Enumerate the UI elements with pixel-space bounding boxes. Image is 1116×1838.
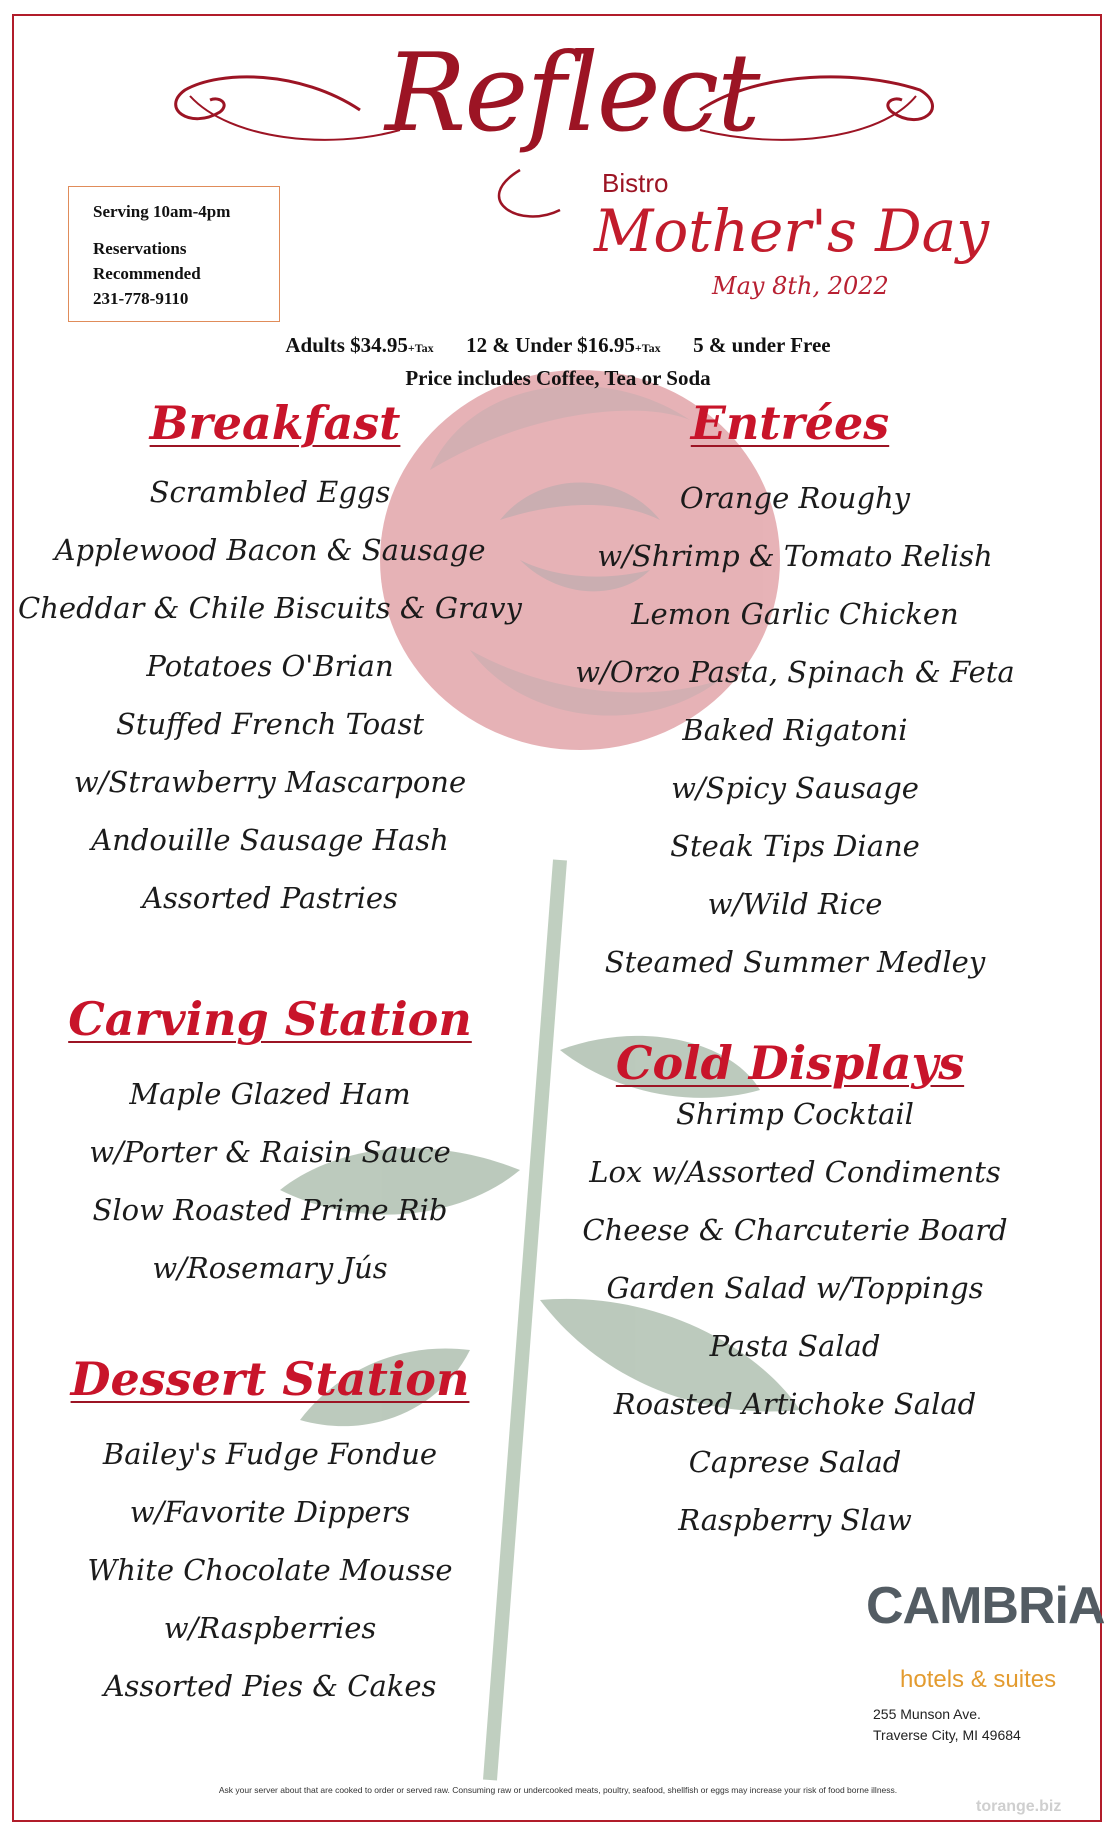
section-heading-carving: Carving Station (68, 992, 472, 1046)
section-heading-cold: Cold Displays (615, 1036, 965, 1090)
menu-item: Roasted Artichoke Salad (613, 1387, 977, 1421)
menu-item: Slow Roasted Prime Rib (92, 1193, 448, 1227)
tax-note: +Tax (634, 341, 661, 355)
section-heading-entrees: Entrées (690, 396, 890, 450)
menu-item: Cheese & Charcuterie Board (582, 1213, 1008, 1247)
hotel-logo: CAMBRiA (866, 1577, 1105, 1635)
entrees-list (535, 481, 1055, 979)
reservations-line1: Reservations (93, 239, 187, 258)
brand-logo-text: Reflect (385, 31, 759, 156)
phone-number[interactable]: 231-778-9110 (93, 289, 189, 308)
menu-item: Shrimp Cocktail (676, 1097, 914, 1131)
section-heading-dessert: Dessert Station (70, 1352, 470, 1406)
menu-item: Steamed Summer Medley (604, 945, 986, 979)
menu-item: Cheddar & Chile Biscuits & Gravy (18, 591, 522, 625)
breakfast-list (10, 475, 530, 915)
watermark: torange.biz (976, 1798, 1062, 1815)
menu-item: w/Shrimp & Tomato Relish (597, 539, 993, 573)
address-line2: Traverse City, MI 49684 (873, 1727, 1021, 1743)
menu-item: Assorted Pies & Cakes (103, 1669, 437, 1703)
price-adults: Adults $34.95 (285, 333, 408, 357)
event-date: May 8th, 2022 (712, 272, 889, 300)
menu-item: w/Porter & Raisin Sauce (89, 1135, 451, 1169)
reservations-line2: Recommended (93, 264, 201, 283)
address-line1: 255 Munson Ave. (873, 1706, 981, 1722)
menu-item: Bailey's Fudge Fondue (102, 1437, 438, 1471)
menu-item: Scrambled Eggs (149, 475, 391, 509)
info-box (68, 186, 280, 322)
pricing-block (0, 330, 1116, 393)
tax-note: +Tax (407, 341, 434, 355)
hotel-tagline: hotels & suites (900, 1666, 1057, 1693)
brand-subtitle: Bistro (602, 168, 669, 198)
price-kids: 12 & Under $16.95 (466, 333, 635, 357)
menu-item: w/Raspberries (163, 1611, 377, 1645)
food-safety-disclaimer: Ask your server about that are cooked to order or served raw. Consuming raw or undercooked meats, poultry, seafood, shellfish or eggs may increase your risk of food borne illness. (218, 1785, 898, 1795)
menu-item: Maple Glazed Ham (129, 1077, 411, 1111)
menu-item: w/Strawberry Mascarpone (73, 765, 467, 799)
menu-item: Applewood Bacon & Sausage (54, 533, 486, 567)
menu-item: w/Wild Rice (707, 887, 883, 921)
menu-item: Baked Rigatoni (682, 713, 908, 747)
menu-item: Caprese Salad (688, 1445, 902, 1479)
section-heading-breakfast: Breakfast (149, 396, 401, 450)
menu-item: w/Orzo Pasta, Spinach & Feta (575, 655, 1015, 689)
serving-hours: Serving 10am-4pm (93, 202, 231, 221)
price-note: Price includes Coffee, Tea or Soda (405, 366, 711, 390)
hotel-address (873, 1704, 1021, 1746)
menu-item: Andouille Sausage Hash (91, 823, 449, 857)
menu-item: Assorted Pastries (142, 881, 398, 915)
menu-item: Lemon Garlic Chicken (631, 597, 959, 631)
menu-item: Garden Salad w/Toppings (606, 1271, 984, 1305)
menu-item: Stuffed French Toast (115, 707, 425, 741)
menu-item: w/Rosemary Jús (152, 1251, 388, 1285)
carving-list (20, 1077, 520, 1285)
menu-item: Pasta Salad (709, 1329, 881, 1363)
menu-item: w/Favorite Dippers (129, 1495, 411, 1529)
menu-item: Lox w/Assorted Condiments (589, 1155, 1001, 1189)
menu-item: White Chocolate Mousse (87, 1553, 453, 1587)
event-title: Mother's Day (594, 197, 990, 265)
menu-item: w/Spicy Sausage (671, 771, 919, 805)
menu-item: Orange Roughy (679, 481, 911, 515)
cold-list (540, 1097, 1050, 1537)
menu-item: Steak Tips Diane (670, 829, 920, 863)
menu-item: Raspberry Slaw (678, 1503, 912, 1537)
dessert-list (20, 1437, 520, 1703)
menu-item: Potatoes O'Brian (146, 649, 394, 683)
price-free: 5 & under Free (693, 333, 831, 357)
